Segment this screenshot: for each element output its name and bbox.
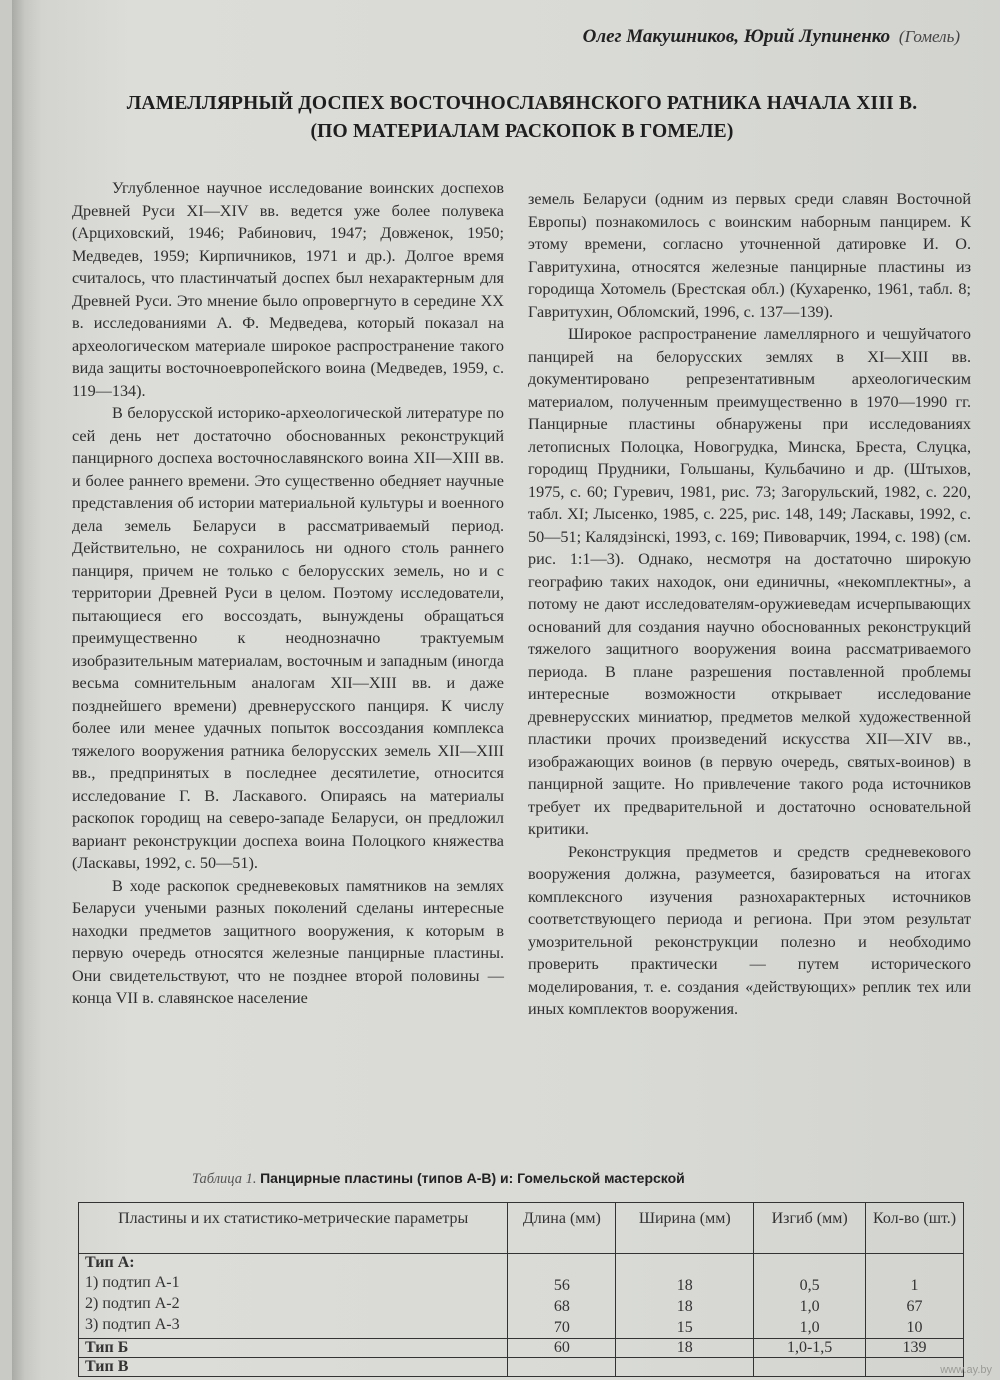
document-page <box>12 0 1000 1380</box>
table-row-type-a <box>79 1254 964 1339</box>
value: 68 <box>553 1298 570 1315</box>
header-cell: Пластины и их статистико-метрические параметры <box>79 1203 508 1254</box>
header-cell: Ширина (мм) <box>616 1203 754 1254</box>
value: 18 <box>676 1277 693 1294</box>
value: 56 <box>553 1277 570 1294</box>
paragraph: В белорусской историко-археологической литературе по сей день нет достаточно обоснованных реконструкций панцирного доспеха восточнославянского воина XII—XIII вв. и более раннего времени. Это существенно обедняет научные представления об истории материальной культуры и военного дела земель Беларуси в рассматриваемый период. Действительно, не сохранилось ни одного столь раннего панциря, причем не только с белорусских земель, но и с территории Древней Руси в целом. Поэтому исследователи, пытающиеся его воссоздать, вынуждены обращаться преимущественно к неоднозначно трактуемым изобразительным материалам, восточным и западным (иногда весьма сомнительным аналогам XII—XIII вв. и даже позднейшего времени) древнерусского панциря. К числу более или менее удачных попыток воссоздания комплекса тяжелого вооружения ратника белорусских земель XII—XIII вв., предпринятых в последнее десятилетие, относится исследование Г. В. Ласкавого. Опираясь на материалы раскопок городищ на северо-западе Беларуси, он предложил вариант реконструкции доспеха воина Полоцкого княжества (Ласкавы, 1992, с. 50—51). <box>72 404 504 872</box>
bend-cell <box>754 1254 866 1339</box>
value: 1 <box>910 1277 919 1294</box>
title-line-1: ЛАМЕЛЛЯРНЫЙ ДОСПЕХ ВОСТОЧНОСЛАВЯНСКОГО РАТНИКА НАЧАЛА XIII В. <box>126 93 918 114</box>
value: 1,0 <box>799 1298 820 1315</box>
empty-cell <box>508 1358 616 1377</box>
subtype-label: 2) подтип А-2 <box>85 1295 180 1312</box>
subtype-label: 1) подтип А-1 <box>85 1274 180 1291</box>
header-cell: Изгиб (мм) <box>754 1203 866 1254</box>
length-cell <box>508 1254 616 1339</box>
empty-cell <box>616 1358 754 1377</box>
header-cell: Кол-во (шт.) <box>866 1203 964 1254</box>
value: 18 <box>676 1298 693 1315</box>
header-city: (Гомель) <box>898 27 960 46</box>
paragraph: Реконструкция предметов и средств средневекового вооружения должна, разумеется, базироваться на итогах комплексного изучения разнохарактерных источников соответствующего периода и региона. При этом результат умозрительной реконструкции полезно и необходимо проверить практически — путем исторического моделирования, т. е. создания «действующих» реплик тех или иных комплектов вооружения. <box>528 842 971 1018</box>
count-cell <box>866 1254 964 1339</box>
subtype-label: 3) подтип А-3 <box>85 1316 180 1333</box>
value: 1,0 <box>799 1319 820 1336</box>
header-cell: Длина (мм) <box>508 1203 616 1254</box>
table-caption-text: Панцирные пластины (типов А-В) и: Гомельской мастерской <box>260 1170 685 1186</box>
bend-cell: 1,0-1,5 <box>754 1339 866 1358</box>
paragraph: земель Беларуси (одним из первых среди славян Восточной Европы) познакомилось с воинским наборным панцирем. К этому времени, согласно уточненной датировке И. О. Гавритухина, относятся железные панцирные пластины из городища Хотомель (Брестская обл.) (Кухаренко, 1961, табл. 8; Гавритухин, Обломский, 1996, с. 137—139). <box>528 190 971 321</box>
book-spine-shadow <box>12 0 24 1380</box>
value: 15 <box>676 1319 693 1336</box>
empty-cell <box>754 1358 866 1377</box>
width-cell: 18 <box>616 1339 754 1358</box>
value: 0,5 <box>799 1277 820 1294</box>
value: 67 <box>906 1298 923 1315</box>
running-header <box>583 26 960 48</box>
table-row-type-v <box>79 1358 964 1377</box>
count-cell: 139 <box>866 1339 964 1358</box>
table-caption <box>192 1170 685 1188</box>
table-caption-label: Таблица 1. <box>192 1171 257 1187</box>
type-b-label: Тип Б <box>79 1339 508 1358</box>
left-column <box>72 177 504 1010</box>
article-title <box>52 90 992 146</box>
value: 10 <box>906 1319 923 1336</box>
paragraph: Широкое распространение ламеллярного и чешуйчатого панцирей на белорусских землях в XI—XIII вв. документировано репрезентативным археологическим материалом, полученным преимущественно в 1970—1990 гг. Панцирные пластины обнаружены при исследованиях летописных Полоцка, Новогрудка, Минска, Бреста, Слуцка, городищ Прудники, Гольшаны, Кульбачино и др. (Штыхов, 1975, с. 60; Гуревич, 1981, рис. 73; Загорульский, 1982, с. 220, табл. XI; Лысенко, 1985, с. 225, рис. 148, 149; Ласкавы, 1992, с. 50—51; Калядзінскі, 1993, с. 169; Пивоварчик, 1994, с. 198) (см. рис. 1:1—3). Однако, несмотря на достаточно широкую географию таких находок, они единичны, «некомплектны», а потому не дают исследователям-оружиеведам исчерпывающих оснований для создания научно обоснованных реконструкций тяжелого защитного вооружения воина рассматриваемого периода. В плане разрешения поставленной проблемы интересные возможности открывает исследование древнерусских миниатюр, предметов мелкой художественной пластики прочих произведений искусства XII—XIV вв., изображающих воинов (в первую очередь, святых-воинов) в панцирной защите. Но привлечение такого рода источников требует их предварительной и достаточно основательной критики. <box>528 325 971 838</box>
title-line-2: (ПО МАТЕРИАЛАМ РАСКОПОК В ГОМЕЛЕ) <box>310 121 734 142</box>
width-cell <box>616 1254 754 1339</box>
table-header-row <box>79 1203 964 1254</box>
paragraph: Углубленное научное исследование воинских доспехов Древней Руси XI—XIV вв. ведется уже более полувека (Арциховский, 1946; Рабинович, 1947; Довженок, 1950; Медведев, 1959; Кирпичников, 1971 и др.). Долгое время считалось, что пластинчатый доспех был нехарактерным для Древней Руси. Это мнение было опровергнуто в середине XX в. исследованиями А. Ф. Медведева, который показал на археологическом материале широкое распространение такого вида защиты восточноевропейского воина (Медведев, 1959, с. 119—134). <box>72 179 504 400</box>
watermark: www.ay.by <box>940 1364 992 1376</box>
type-v-label: Тип В <box>79 1358 508 1377</box>
type-a-label: Тип А: <box>85 1254 135 1271</box>
table-row-type-b <box>79 1339 964 1358</box>
row-label-cell <box>79 1254 508 1339</box>
right-column <box>528 188 971 1021</box>
length-cell: 60 <box>508 1339 616 1358</box>
header-authors: Олег Макушников, Юрий Лупиненко <box>582 26 891 47</box>
paragraph: В ходе раскопок средневековых памятников на землях Беларуси учеными разных поколений сделаны интересные находки предметов защитного вооружения, к которым в первую очередь относятся железные панцирные пластины. Они свидетельствуют, что не позднее второй половины — конца VII в. славянское население <box>72 876 504 1007</box>
plates-table <box>78 1202 964 1377</box>
value: 70 <box>553 1319 570 1336</box>
